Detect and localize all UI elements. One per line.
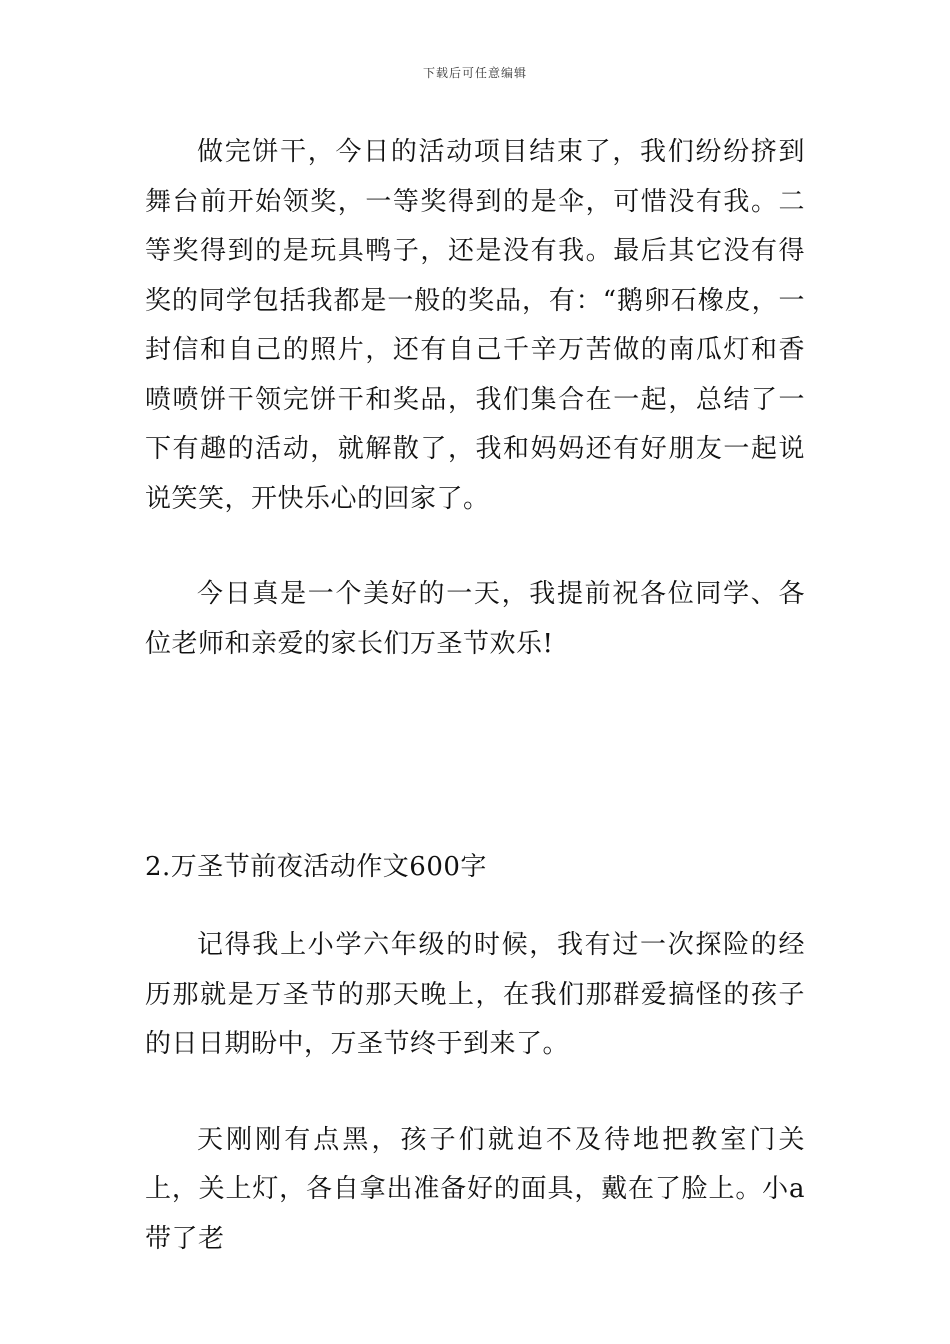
- paragraph-spacer: [145, 887, 805, 921]
- paragraph-wishes: 今日真是一个美好的一天，我提前祝各位同学、各位老师和亲爱的家长们万圣节欢乐!: [145, 579, 805, 659]
- section-spacer: [145, 669, 805, 847]
- document-body: [145, 128, 805, 1264]
- header-note: 下载后可任意编辑: [422, 66, 527, 80]
- paragraph-spacer: [145, 524, 805, 570]
- paragraph-awards: 做完饼干，今日的活动项目结束了，我们纷纷挤到舞台前开始领奖，一等奖得到的是伞，可惜没有我。二等奖得到的是玩具鸭子，还是没有我。最后其它没有得奖的同学包括我都是一般的奖品，有：“鹅卵石橡皮，一封信和自己的照片，还有自己千辛万苦做的南瓜灯和香喷喷饼干领完饼干和奖品，我们集合在一起，总结了一下有趣的活动，就解散了，我和妈妈还有好朋友一起说说笑笑，开快乐心的回家了。: [145, 137, 805, 514]
- paragraph-spacer: [145, 1070, 805, 1116]
- paragraph-memory: 记得我上小学六年级的时候，我有过一次探险的经历那就是万圣节的那天晚上，在我们那群爱搞怪的孩子的日日期盼中，万圣节终于到来了。: [145, 930, 805, 1059]
- paragraph-night: 天刚刚有点黑，孩子们就迫不及待地把教室门关上，关上灯，各自拿出准备好的面具，戴在了脸上。小a带了老: [145, 1124, 805, 1254]
- section-title: 2.万圣节前夜活动作文600字: [145, 852, 487, 882]
